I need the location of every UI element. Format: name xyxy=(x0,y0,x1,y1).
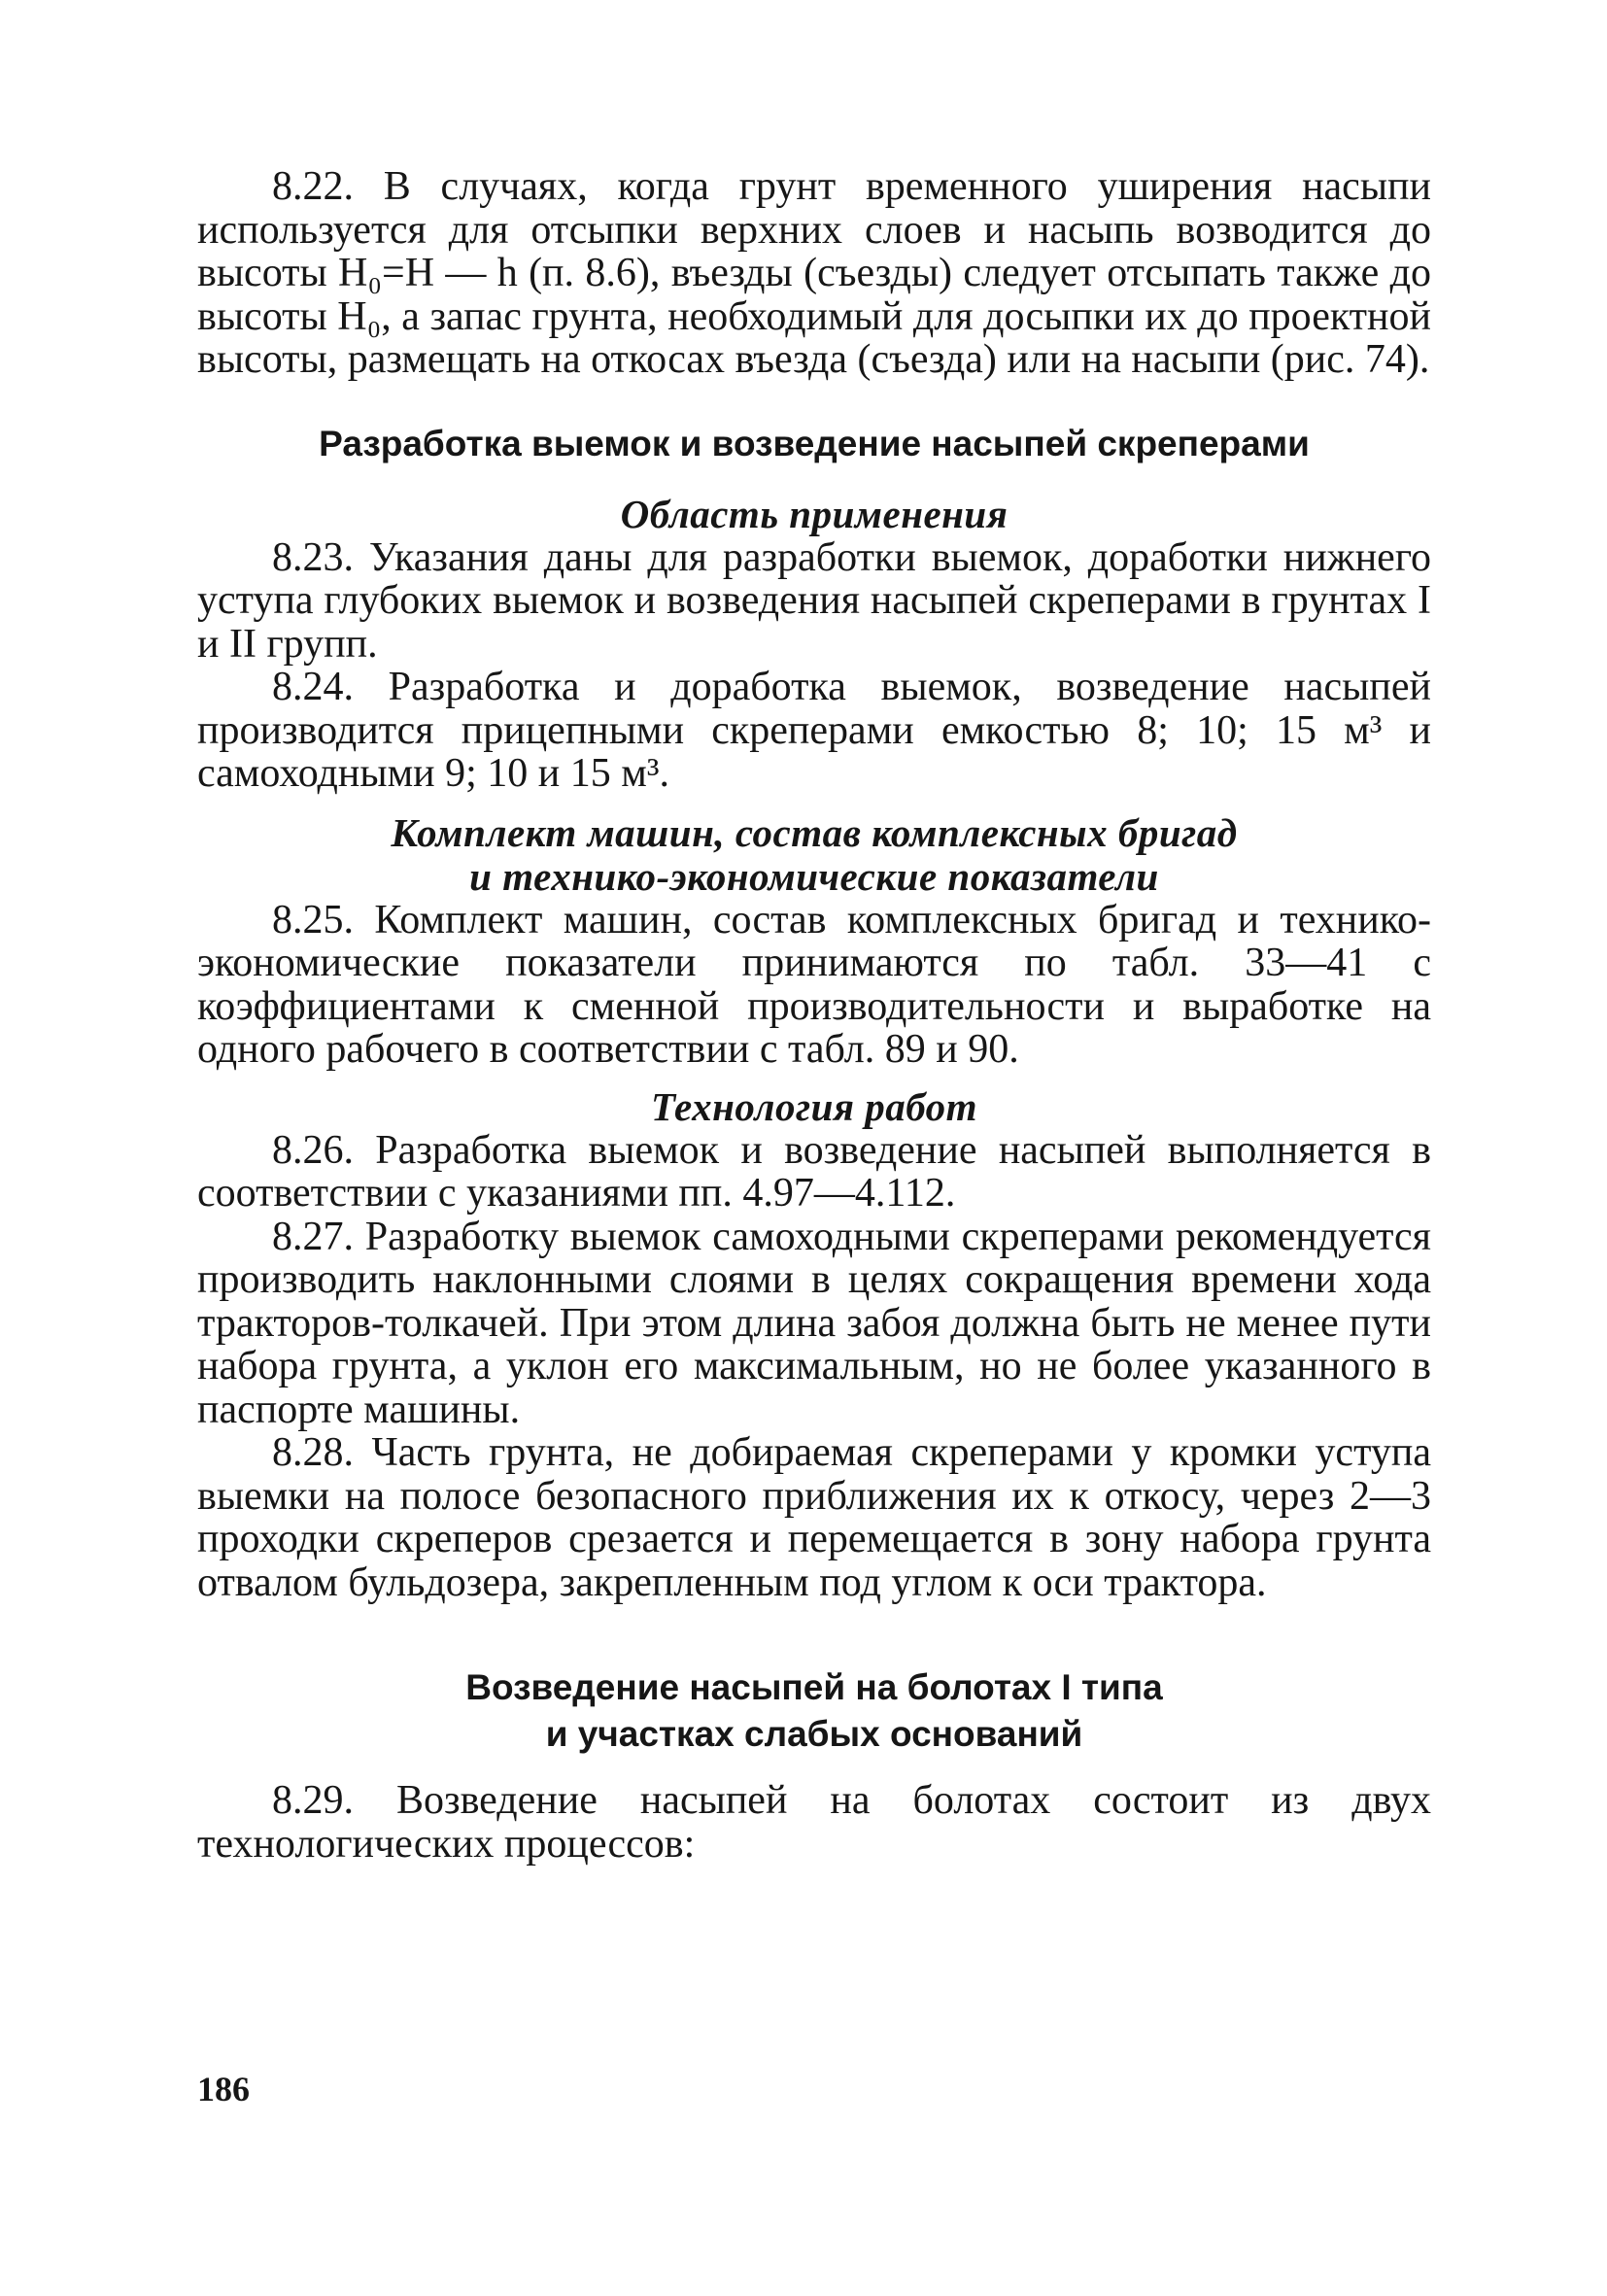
section-heading-swamps-line2: и участках слабых оснований xyxy=(545,1714,1083,1754)
paragraph-8-28: 8.28. Часть грунта, не добираемая скреперами у кромки уступа выемки на полосе безопасного приближения их к откосу, через 2—3 проходки скреперов срезается и перемещается в зону набора грунта отвалом бульдозера, закрепленным под углом к оси трактора. xyxy=(197,1430,1431,1605)
section-heading-swamps xyxy=(197,1664,1431,1758)
section-heading-swamps-line1: Возведение насыпей на болотах I типа xyxy=(465,1667,1163,1707)
page-number: 186 xyxy=(197,2070,250,2108)
subsection-heading-machines xyxy=(197,811,1431,899)
paragraph-8-25: 8.25. Комплект машин, состав комплексных бригад и технико-экономические показатели принимаются по табл. 33—41 с коэффициентами к сменной производительности и выработке на одного рабочего в соответствии с табл. 89 и 90. xyxy=(197,897,1431,1072)
spacer xyxy=(197,1072,1431,1085)
section-heading-scrapers: Разработка выемок и возведение насыпей скреперами xyxy=(319,423,1310,463)
subsection-heading-scope: Область применения xyxy=(620,491,1009,536)
spacer xyxy=(197,382,1431,421)
paragraph-8-26: 8.26. Разработка выемок и возведение насыпей выполняется в соответствии с указаниями пп. 4.97—4.112. xyxy=(197,1127,1431,1216)
paragraph-8-23: 8.23. Указания даны для разработки выемок, доработки нижнего уступа глубоких выемок и возведения насыпей скреперами в грунтах I и II групп. xyxy=(197,534,1431,667)
spacer xyxy=(197,467,1431,493)
paragraph-8-24: 8.24. Разработка и доработка выемок, возведение насыпей производится прицепными скреперами емкостью 8; 10; 15 м³ и самоходными 9; 10 и 15 м³. xyxy=(197,665,1431,796)
subsection-heading-machines-line2: и технико-экономические показатели xyxy=(469,853,1159,899)
paragraph-8-29: 8.29. Возведение насыпей на болотах состоит из двух технологических процессов: xyxy=(197,1778,1431,1867)
spacer xyxy=(197,1758,1431,1779)
subsection-heading-technology: Технология работ xyxy=(650,1083,978,1129)
paragraph-8-27: 8.27. Разработку выемок самоходными скреперами рекомендуется производить наклонными слоями в целях сокращения времени хода тракторов-толкачей. При этом длина забоя должна быть не менее пути набора грунта, а уклон его максимальным, но не более указанного в паспорте машины. xyxy=(197,1214,1431,1432)
spacer xyxy=(197,1604,1431,1664)
spacer xyxy=(197,796,1431,811)
text-column xyxy=(197,165,1431,1866)
subsection-heading-machines-line1: Комплект машин, состав комплексных бригад xyxy=(391,809,1238,855)
paragraph-8-22: 8.22. В случаях, когда грунт временного уширения насыпи используется для отсыпки верхних слоев и насыпь возводится до высоты H₀=H — h (п. 8.6), въезды (съезды) следует отсыпать также до высоты H₀, а запас грунта, необходимый для досыпки их до проектной высоты, размещать на откосах въезда (съезда) или на насыпи (рис. 74). xyxy=(197,164,1431,382)
